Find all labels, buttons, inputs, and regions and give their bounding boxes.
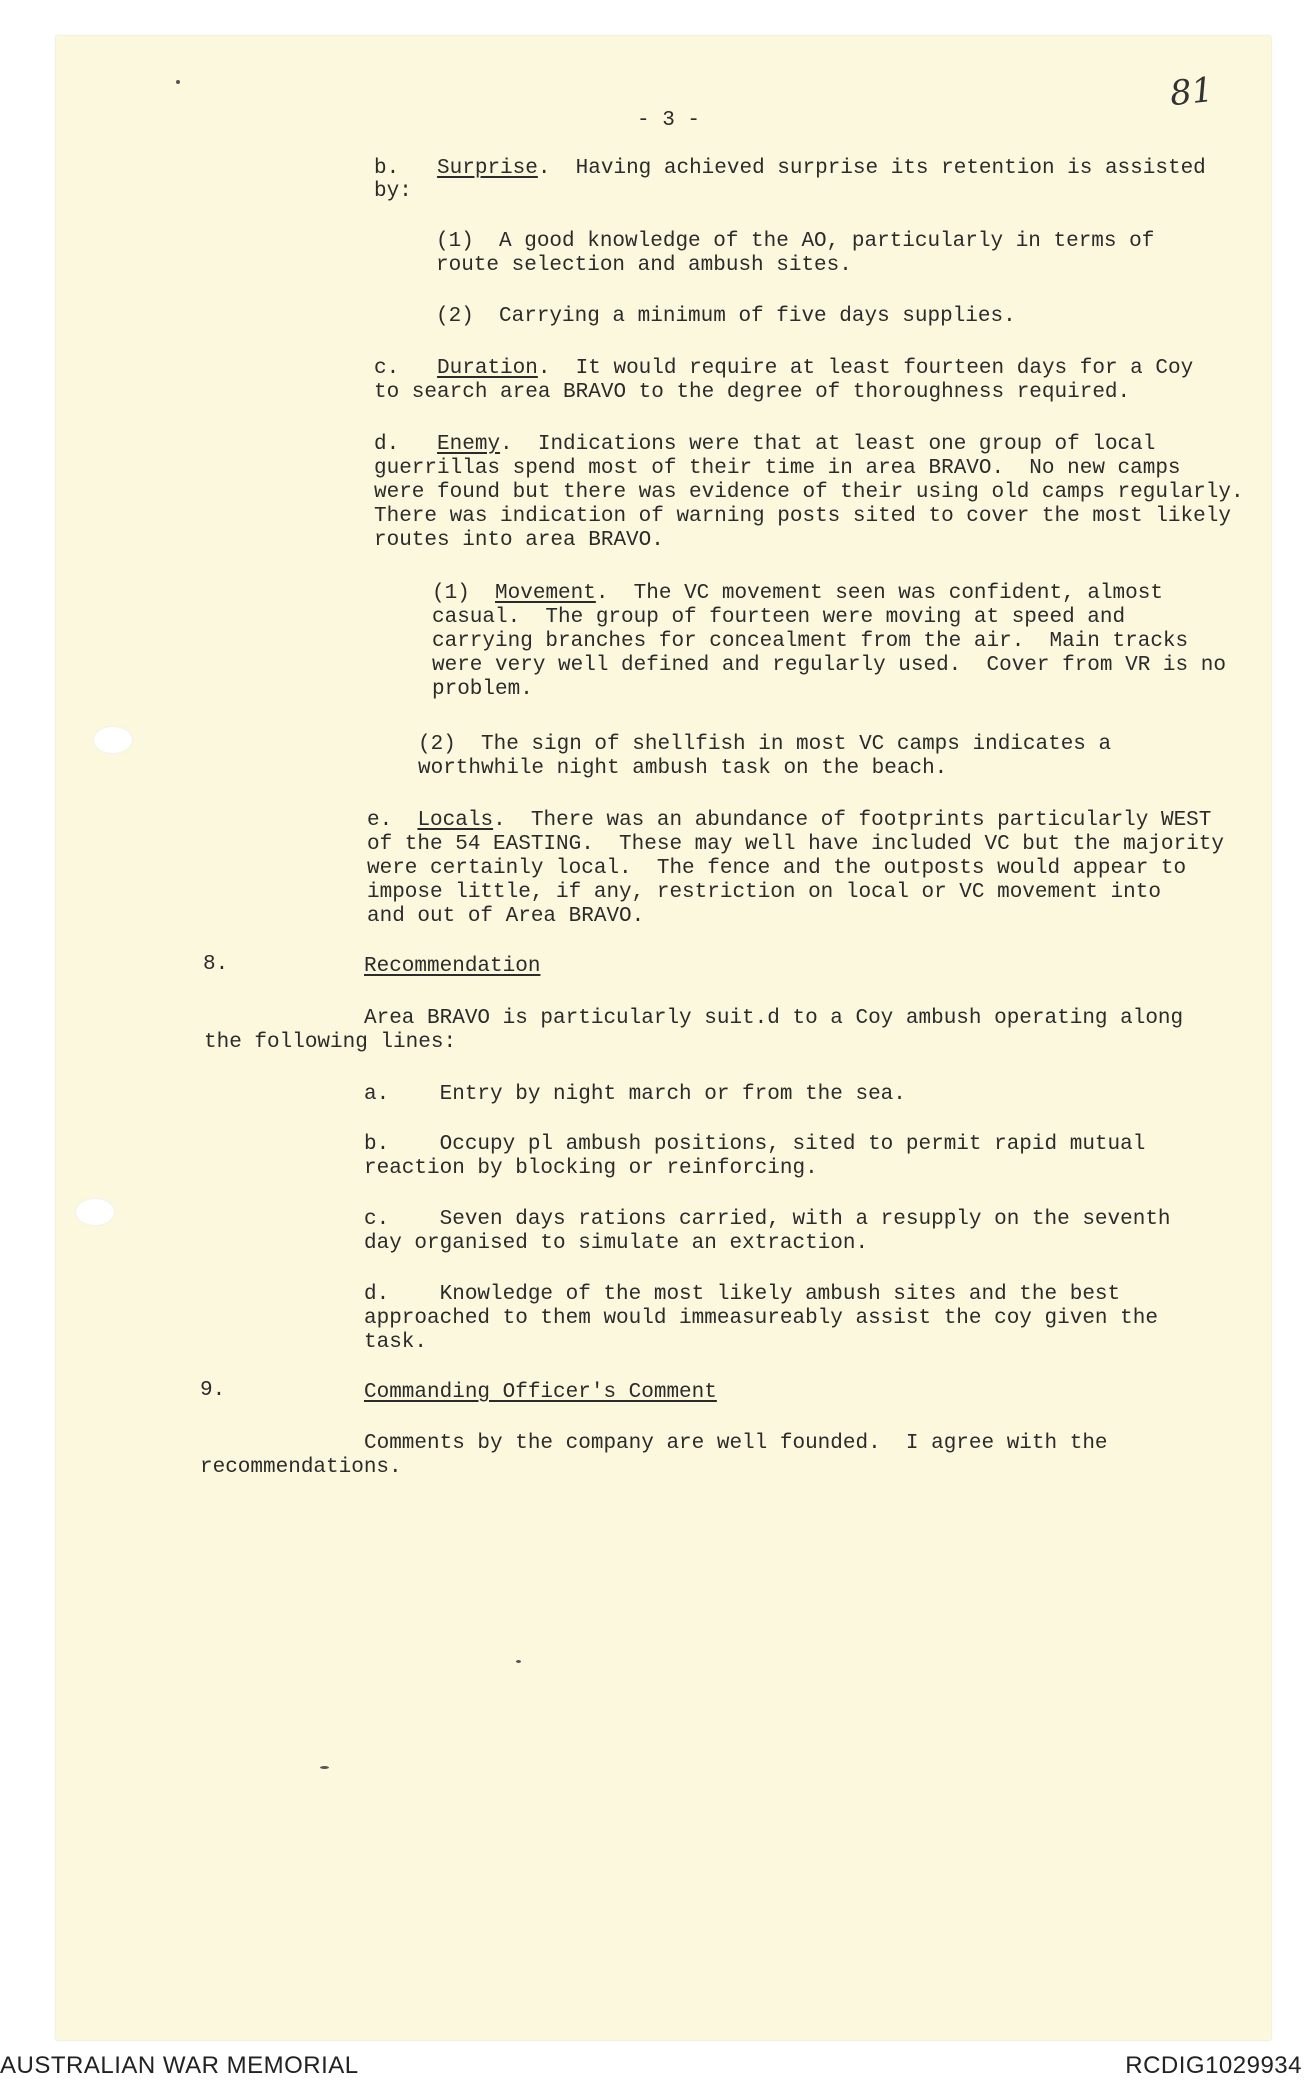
para-c-line2: to search area BRAVO to the degree of thoroughness required.	[374, 381, 1131, 404]
para-d-sub1-line4: were very well defined and regularly used. Cover from VR is no	[432, 654, 1226, 677]
section-8-intro-line2: the following lines:	[204, 1031, 457, 1054]
para-d-sub2-line1: (2) The sign of shellfish in most VC camps indicates a	[418, 733, 1112, 756]
section-8-item-b-line1: b. Occupy pl ambush positions, sited to permit rapid mutual	[364, 1133, 1146, 1156]
para-e-line2: of the 54 EASTING. These may well have included VC but the majority	[367, 833, 1224, 856]
section-8-heading: Recommendation	[364, 955, 541, 978]
section-9-line2: recommendations.	[200, 1456, 402, 1479]
section-8-item-d-line1: d. Knowledge of the most likely ambush sites and the best	[364, 1283, 1121, 1306]
section-8-number: 8.	[203, 953, 229, 976]
section-8-item-a: a. Entry by night march or from the sea.	[364, 1083, 906, 1106]
folio-number: 81	[1168, 69, 1216, 115]
para-b-sub1-line2: route selection and ambush sites.	[436, 254, 852, 277]
footer-id: RCDIG1029934	[1125, 2052, 1302, 2079]
para-b-line1: b. Surprise. Having achieved surprise its retention is assisted	[374, 157, 1206, 180]
para-c-line1: c. Duration. It would require at least fourteen days for a Coy	[374, 357, 1194, 380]
section-9-heading: Commanding Officer's Comment	[364, 1381, 717, 1404]
para-c-heading: Duration	[437, 357, 538, 380]
para-d-sub2-line2: worthwhile night ambush task on the beach.	[418, 757, 948, 780]
page-number: - 3 -	[637, 109, 701, 132]
para-d-sub1-line3: carrying branches for concealment from the air. Main tracks	[432, 630, 1189, 653]
section-8-item-c-line2: day organised to simulate an extraction.	[364, 1232, 869, 1255]
ink-speck	[320, 1766, 329, 1769]
para-e-heading: Locals	[417, 809, 494, 832]
para-e-line5: and out of Area BRAVO.	[367, 905, 645, 928]
para-b-heading: Surprise	[437, 157, 538, 180]
para-d-sub1-line1: (1) Movement. The VC movement seen was confident, almost	[432, 582, 1163, 605]
para-d-line3: were found but there was evidence of their using old camps regularly.	[374, 481, 1244, 504]
para-d-line2: guerrillas spend most of their time in area BRAVO. No new camps	[374, 457, 1181, 480]
para-b-sub2: (2) Carrying a minimum of five days supplies.	[436, 305, 1016, 328]
section-8-item-c-line1: c. Seven days rations carried, with a resupply on the seventh	[364, 1208, 1171, 1231]
punch-hole	[94, 727, 132, 753]
ink-speck	[516, 1660, 521, 1663]
para-e-line4: impose little, if any, restriction on local or VC movement into	[367, 881, 1161, 904]
ink-speck	[176, 80, 180, 84]
section-9-number: 9.	[200, 1379, 226, 1402]
section-8-item-d-line3: task.	[364, 1331, 428, 1354]
section-8-intro-line1: Area BRAVO is particularly suit.d to a Coy ambush operating along	[364, 1007, 1184, 1030]
para-e-line3: were certainly local. The fence and the outposts would appear to	[367, 857, 1187, 880]
para-d-heading: Enemy	[437, 433, 501, 456]
section-8-item-d-line2: approached to them would immeasureably assist the coy given the	[364, 1307, 1158, 1330]
para-d-sub1-line5: problem.	[432, 678, 533, 701]
para-d-line4: There was indication of warning posts sited to cover the most likely	[374, 505, 1231, 528]
para-d-sub1-line2: casual. The group of fourteen were moving at speed and	[432, 606, 1126, 629]
section-9-line1: Comments by the company are well founded. I agree with the	[364, 1432, 1108, 1455]
para-d-line1: d. Enemy. Indications were that at least one group of local	[374, 433, 1156, 456]
section-8-item-b-line2: reaction by blocking or reinforcing.	[364, 1157, 818, 1180]
para-b-sub1-line1: (1) A good knowledge of the AO, particularly in terms of	[436, 230, 1155, 253]
para-b-line2: by:	[374, 180, 412, 203]
para-e-line1: e. Locals. There was an abundance of footprints particularly WEST	[367, 809, 1212, 832]
punch-hole	[76, 1199, 114, 1225]
para-d-line5: routes into area BRAVO.	[374, 529, 664, 552]
footer-source: AUSTRALIAN WAR MEMORIAL	[0, 2052, 359, 2079]
movement-heading: Movement	[495, 582, 596, 605]
